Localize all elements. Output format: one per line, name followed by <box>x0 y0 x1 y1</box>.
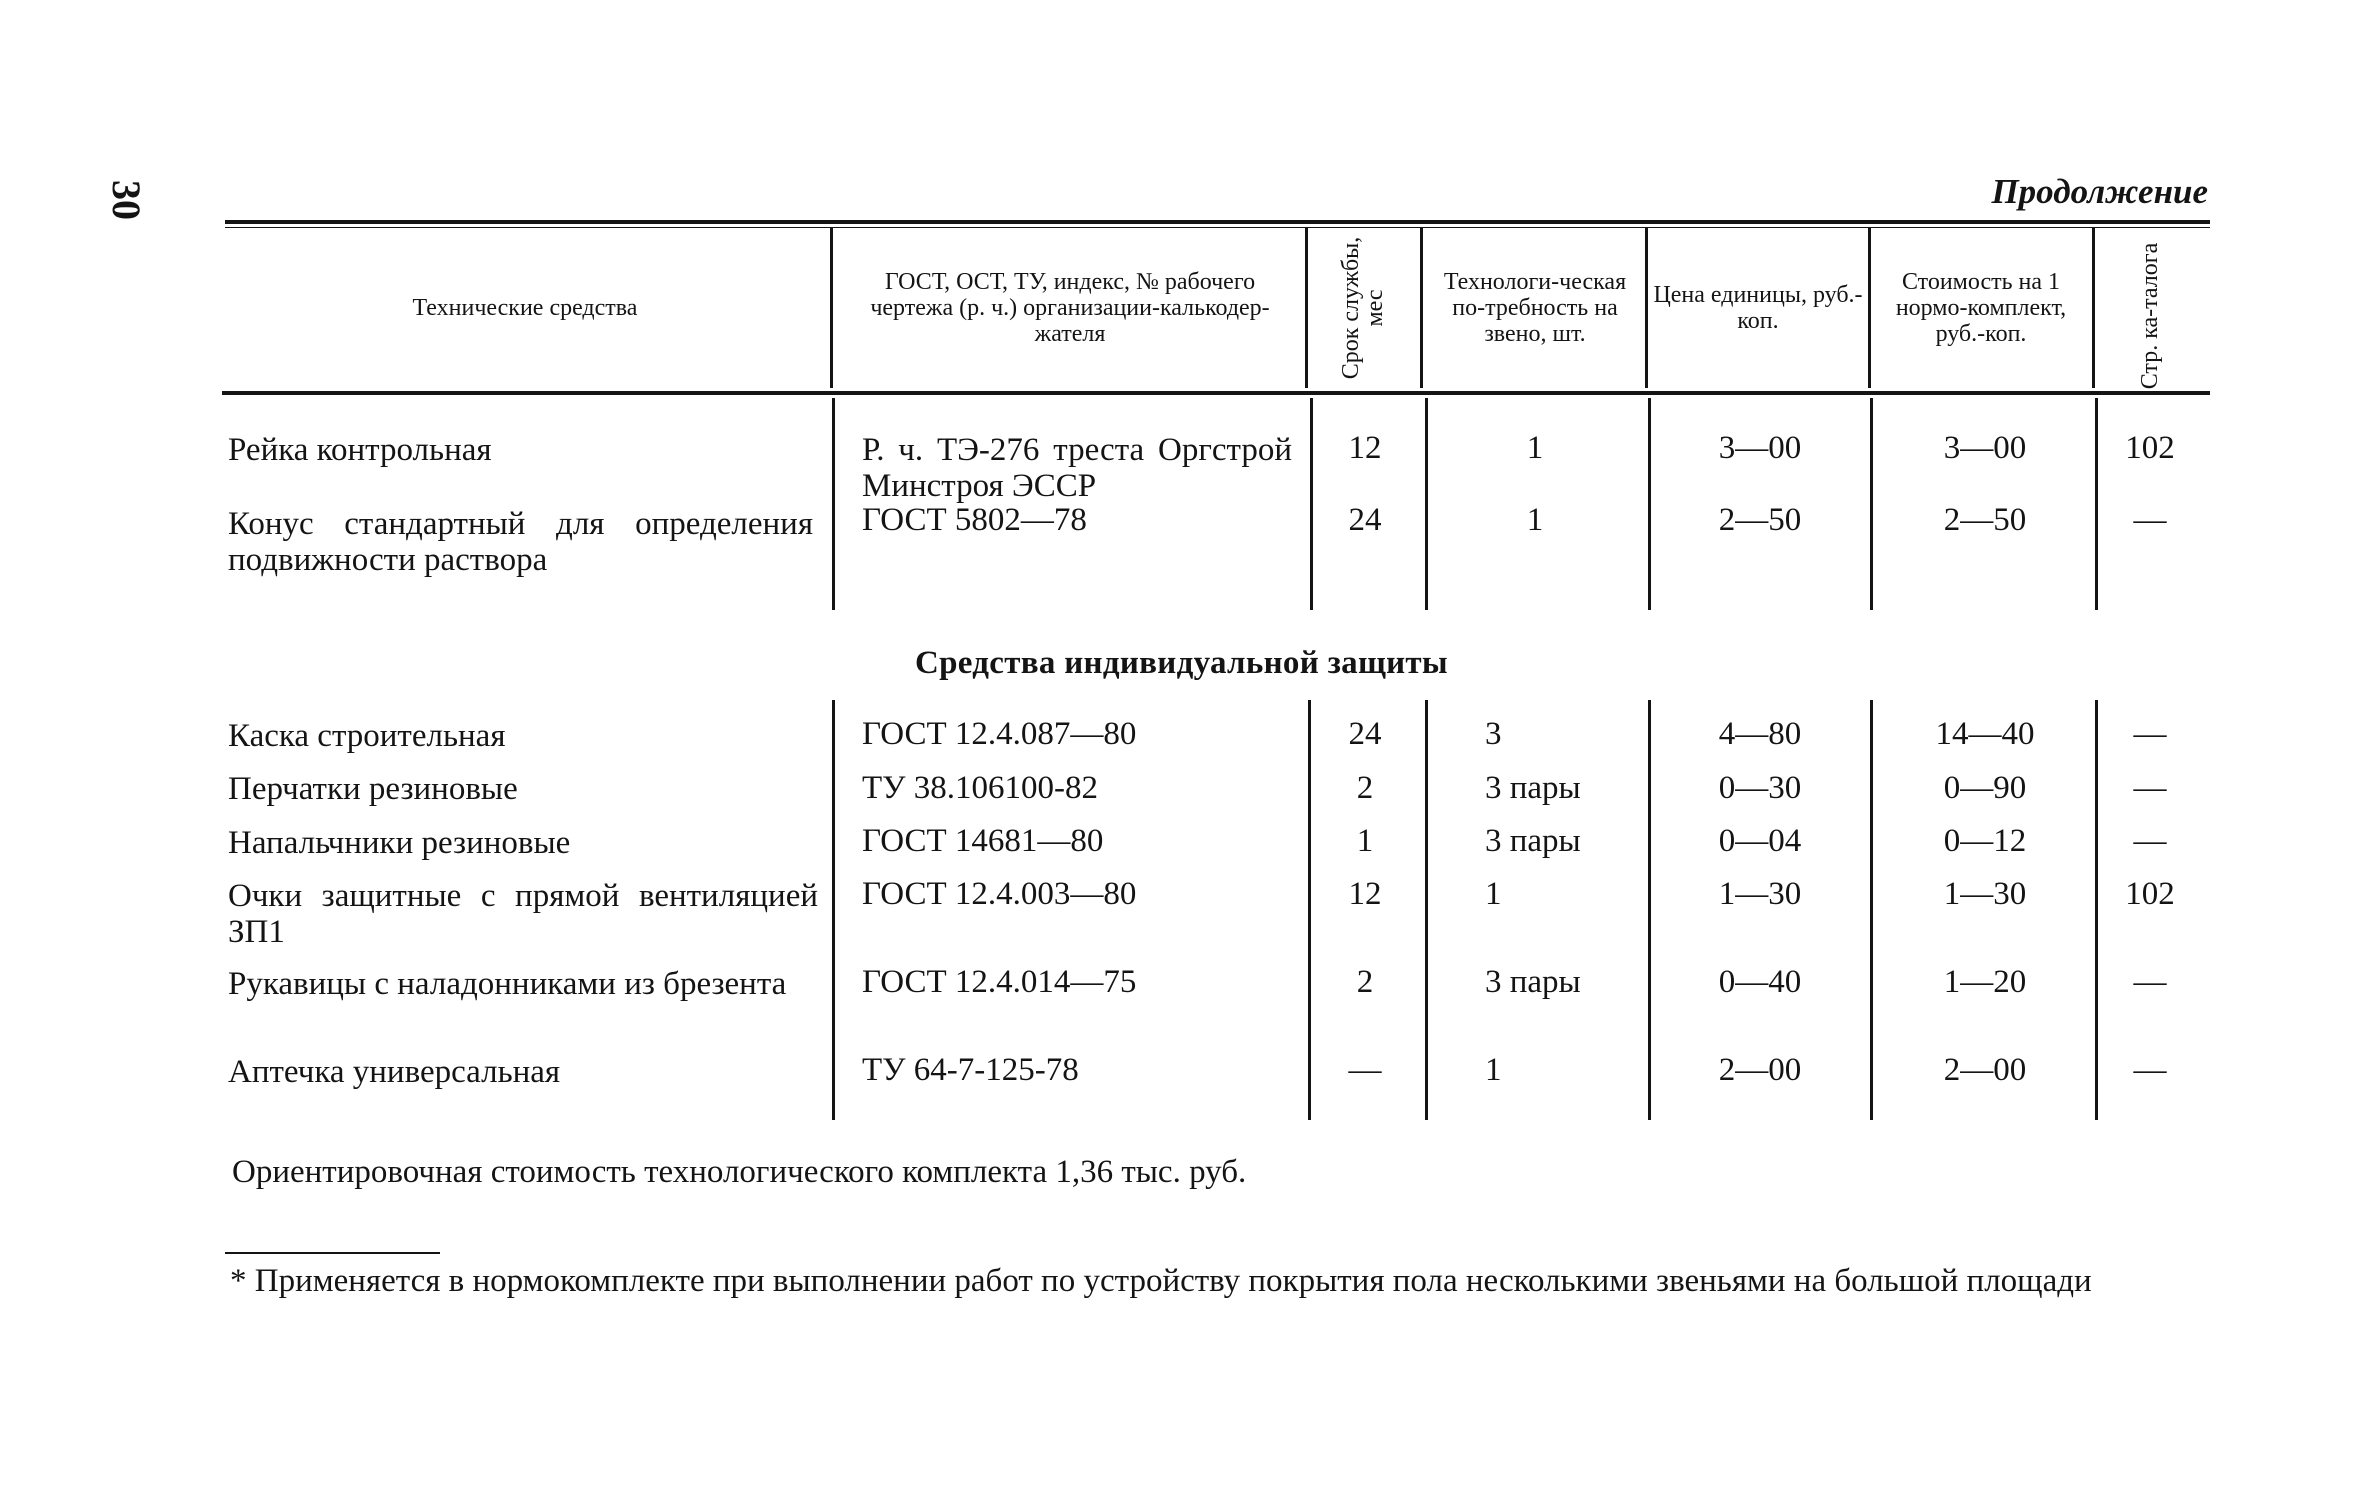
row-price: 2—50 <box>1718 502 1802 538</box>
row-code: ГОСТ 14681—80 <box>862 823 1104 859</box>
row-cost: 2—50 <box>1943 502 2027 538</box>
section-title: Средства индивидуальной защиты <box>915 645 1448 681</box>
row-page: — <box>2133 823 2167 859</box>
row-price: 0—40 <box>1718 964 1802 1000</box>
row-potr: 3 <box>1485 716 1502 752</box>
header-srok: Срок службы, мес <box>1338 236 1388 380</box>
row-name: Конус стандартный для определения подвижности раствора <box>228 506 813 578</box>
row-srok: 24 <box>1348 716 1382 752</box>
continued-label: Продолжение <box>1991 172 2208 211</box>
row-potr: 1 <box>1485 876 1502 912</box>
row-name: Рукавицы с наладонниками из брезента <box>228 966 787 1002</box>
row-potr: 3 пары <box>1485 770 1581 806</box>
row-potr: 1 <box>1526 502 1544 538</box>
column-divider <box>1425 398 1428 610</box>
row-page: 102 <box>2125 430 2175 466</box>
row-code: ТУ 64-7-125-78 <box>862 1052 1079 1088</box>
summary-text: Ориентировочная стоимость технологического комплекта 1,36 тыс. руб. <box>232 1154 1247 1190</box>
row-cost: 0—90 <box>1943 770 2027 806</box>
row-code: ГОСТ 12.4.003—80 <box>862 876 1137 912</box>
row-price: 4—80 <box>1718 716 1802 752</box>
row-cost: 3—00 <box>1943 430 2027 466</box>
column-divider <box>832 700 835 1120</box>
header-gost: ГОСТ, ОСТ, ТУ, индекс, № рабочего чертежа (р. ч.) организации-калькодер-жателя <box>870 269 1270 347</box>
row-price: 0—04 <box>1718 823 1802 859</box>
row-page: — <box>2133 770 2167 806</box>
header-divider <box>1645 228 1648 388</box>
header-page: Стр. ка-талога <box>2137 242 2163 390</box>
row-page: — <box>2133 502 2167 538</box>
row-srok: 24 <box>1348 502 1382 538</box>
row-price: 3—00 <box>1718 430 1802 466</box>
header-divider <box>2092 228 2095 388</box>
row-srok: 2 <box>1356 770 1374 806</box>
row-name: Рейка контрольная <box>228 432 492 468</box>
row-potr: 3 пары <box>1485 964 1581 1000</box>
row-srok: 1 <box>1356 823 1374 859</box>
row-potr: 3 пары <box>1485 823 1581 859</box>
row-srok: 2 <box>1356 964 1374 1000</box>
row-cost: 0—12 <box>1943 823 2027 859</box>
row-code: Р. ч. ТЭ-276 треста Оргстрой Минстроя ЭССР <box>862 432 1292 504</box>
row-code: ГОСТ 5802—78 <box>862 502 1087 538</box>
column-divider <box>832 398 835 610</box>
row-name: Напальчники резиновые <box>228 825 571 861</box>
header-potr: Технологи-ческая по-требность на звено, шт. <box>1443 269 1627 347</box>
row-name: Перчатки резиновые <box>228 771 518 807</box>
row-srok: — <box>1348 1052 1382 1088</box>
row-potr: 1 <box>1526 430 1544 466</box>
row-name: Очки защитные с прямой вентиляцией ЗП1 <box>228 878 818 950</box>
header-price: Цена единицы, руб.-коп. <box>1653 282 1863 334</box>
row-price: 2—00 <box>1718 1052 1802 1088</box>
row-cost: 1—20 <box>1943 964 2027 1000</box>
row-cost: 14—40 <box>1935 716 2035 752</box>
column-divider <box>2095 398 2098 610</box>
header-divider <box>1868 228 1871 388</box>
row-cost: 1—30 <box>1943 876 2027 912</box>
row-page: — <box>2133 1052 2167 1088</box>
row-potr: 1 <box>1485 1052 1502 1088</box>
column-divider <box>1870 398 1873 610</box>
row-srok: 12 <box>1348 876 1382 912</box>
header-cost: Стоимость на 1 нормо-комплект, руб.-коп. <box>1895 269 2067 347</box>
row-price: 1—30 <box>1718 876 1802 912</box>
row-code: ТУ 38.106100-82 <box>862 770 1099 806</box>
column-divider <box>1870 700 1873 1120</box>
header-divider <box>1420 228 1423 388</box>
footnote-rule <box>225 1252 440 1254</box>
column-divider <box>1425 700 1428 1120</box>
row-name: Каска строительная <box>228 718 506 754</box>
row-page: — <box>2133 964 2167 1000</box>
row-code: ГОСТ 12.4.014—75 <box>862 964 1137 1000</box>
header-divider <box>830 228 833 388</box>
row-page: — <box>2133 716 2167 752</box>
row-srok: 12 <box>1348 430 1382 466</box>
row-name: Аптечка универсальная <box>228 1054 561 1090</box>
page-number: 30 <box>104 180 149 220</box>
table-top-rule <box>225 220 2210 224</box>
footnote-text: * Применяется в нормокомплекте при выполнении работ по устройству покрытия пола несколькими звеньями на большой площади <box>230 1263 2092 1299</box>
column-divider <box>2095 700 2098 1120</box>
row-page: 102 <box>2125 876 2175 912</box>
header-divider <box>1305 228 1308 388</box>
header-means: Технические средства <box>412 295 638 321</box>
row-price: 0—30 <box>1718 770 1802 806</box>
row-cost: 2—00 <box>1943 1052 2027 1088</box>
header-bottom-rule <box>222 391 2210 395</box>
row-code: ГОСТ 12.4.087—80 <box>862 716 1137 752</box>
